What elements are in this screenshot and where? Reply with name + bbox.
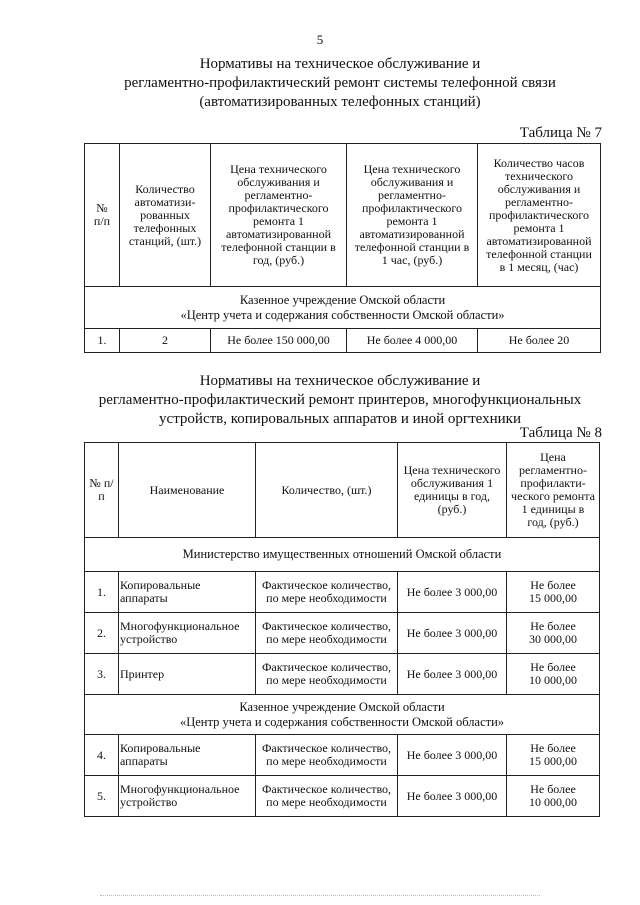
cell-text: по мере необходимости <box>266 754 387 768</box>
cell-text: телефонных <box>133 220 197 235</box>
cell-text: 3. <box>97 666 106 681</box>
cell-text: Цена технического <box>230 162 327 176</box>
cell-text: устройство <box>120 795 178 809</box>
cell-text: 1 час, (руб.) <box>381 253 443 267</box>
table-row <box>85 613 600 654</box>
cell-text: Министерство имущественных отношений Омской области <box>182 547 502 561</box>
cell-text: 1 единицы в <box>521 502 585 516</box>
table-row <box>85 654 600 695</box>
header-service-price <box>398 443 507 538</box>
repair-price-cell <box>507 572 600 613</box>
cell-text: по мере необходимости <box>266 591 387 605</box>
group-row <box>85 287 601 329</box>
cell-text: № п/п <box>89 476 114 503</box>
cell-text: Фактическое количество, <box>261 782 392 796</box>
table-row <box>85 329 601 353</box>
cell-text: станций, (шт.) <box>128 233 202 248</box>
name-cell <box>119 572 256 613</box>
cell-text: Количество <box>135 181 195 196</box>
service-price-cell <box>398 654 507 695</box>
cell-text: «Центр учета и содержания собственности Омской области» <box>180 307 505 322</box>
cell-text: автоматизи- <box>134 194 196 209</box>
group-row <box>85 695 600 735</box>
repair-price-cell <box>507 776 600 817</box>
organization-name <box>85 538 600 572</box>
row-number <box>85 735 119 776</box>
cell-text: телефонной станции в <box>221 240 336 254</box>
name-cell <box>119 776 256 817</box>
cell-text: Не более <box>530 782 576 796</box>
cell-text: № <box>96 201 108 215</box>
section2-heading <box>60 372 620 429</box>
cell-text: устройство <box>120 632 178 646</box>
cell-text: Не более 4 000,00 <box>366 333 458 347</box>
cell-text: год, (руб.) <box>527 515 579 529</box>
cell-text: Многофункциональное <box>120 619 240 633</box>
repair-price-cell <box>507 735 600 776</box>
heading-line: регламентно-профилактический ремонт принтеров, многофункциональных <box>98 392 582 408</box>
section1-heading <box>60 55 620 112</box>
heading-line: Нормативы на техническое обслуживание и <box>199 373 481 389</box>
hours-cell <box>478 329 601 353</box>
header-name <box>119 443 256 538</box>
row-number <box>85 654 119 695</box>
cell-text: Количество, (шт.) <box>281 482 372 497</box>
cell-text: ческого ремонта <box>511 489 595 503</box>
cell-text: обслуживания и <box>370 175 454 189</box>
table-row <box>85 735 600 776</box>
cell-text: Не более 20 <box>508 333 570 347</box>
table8-caption: Таблица № 8 <box>519 425 602 441</box>
cell-text: автоматизированной <box>359 227 465 241</box>
cell-text: 15 000,00 <box>529 754 577 768</box>
cell-text: обслуживания и <box>237 175 320 189</box>
cell-text: технического <box>504 168 574 183</box>
service-price-cell <box>398 572 507 613</box>
cell-text: ремонта 1 <box>252 214 305 228</box>
cell-text: рованных <box>140 207 190 222</box>
header-quantity <box>120 144 211 287</box>
organization-name <box>85 287 601 329</box>
cell-text: Казенное учреждение Омской области <box>239 699 445 714</box>
cell-text: 2. <box>97 625 106 640</box>
cell-text: Наименование <box>149 482 225 497</box>
service-price-cell <box>398 735 507 776</box>
table-row <box>85 776 600 817</box>
cell-text: ремонта 1 <box>513 220 565 235</box>
cell-text: Количество часов <box>493 155 585 170</box>
cell-text: ремонта 1 <box>386 214 438 228</box>
table7-caption: Таблица № 7 <box>519 125 602 141</box>
quantity-cell <box>256 735 398 776</box>
cell-text: профилактического <box>361 201 463 215</box>
cell-text: регламентно- <box>378 188 446 202</box>
table-header-row <box>85 443 600 538</box>
cell-text: 4. <box>97 747 106 762</box>
cell-text: 1. <box>97 584 106 599</box>
quantity-cell <box>256 776 398 817</box>
cell-text: Цена <box>540 450 566 464</box>
cell-text: Принтер <box>120 666 165 681</box>
cell-text: в 1 месяц, (час) <box>499 259 579 274</box>
cell-text: профилакти- <box>520 476 586 490</box>
cell-text: п/п <box>93 214 111 228</box>
cell-text: 15 000,00 <box>529 591 577 605</box>
cell-text: 30 000,00 <box>529 632 577 646</box>
header-number <box>85 443 119 538</box>
cell-text: обслуживания и <box>497 181 581 196</box>
cell-text: год, (руб.) <box>252 253 305 267</box>
cell-text: Не более 150 000,00 <box>227 333 330 347</box>
cell-text: Не более <box>530 619 576 633</box>
cell-text: обслуживания 1 <box>410 476 494 490</box>
table-7 <box>84 143 601 353</box>
page-number: 5 <box>316 32 324 47</box>
header-number <box>85 144 120 287</box>
quantity-cell <box>256 613 398 654</box>
cell-text: по мере необходимости <box>266 632 387 646</box>
cell-text: единицы в год, <box>413 489 491 503</box>
cell-text: 2 <box>162 333 168 347</box>
cell-text: по мере необходимости <box>266 795 387 809</box>
price-hour-cell <box>347 329 478 353</box>
cell-text: Фактическое количество, <box>261 660 392 674</box>
cell-text: регламентно- <box>505 194 573 209</box>
table-header-row <box>85 144 601 287</box>
cell-text: 5. <box>97 788 106 803</box>
cell-text: Не более 3 000,00 <box>406 666 498 681</box>
quantity-cell <box>120 329 211 353</box>
name-cell <box>119 735 256 776</box>
service-price-cell <box>398 613 507 654</box>
service-price-cell <box>398 776 507 817</box>
header-quantity <box>256 443 398 538</box>
cell-text: автоматизированной <box>225 227 331 241</box>
row-number <box>85 329 120 353</box>
quantity-cell <box>256 572 398 613</box>
cell-text: профилактического <box>228 201 329 215</box>
cell-text: 10 000,00 <box>529 795 577 809</box>
header-repair-price <box>507 443 600 538</box>
row-number <box>85 613 119 654</box>
heading-line: регламентно-профилактический ремонт системы телефонной связи <box>124 75 556 91</box>
cell-text: Цена технического <box>403 463 501 477</box>
header-price-hour <box>347 144 478 287</box>
repair-price-cell <box>507 613 600 654</box>
cell-text: Фактическое количество, <box>261 619 392 633</box>
name-cell <box>119 613 256 654</box>
cell-text: 1. <box>97 333 107 347</box>
cell-text: Не более 3 000,00 <box>406 584 498 599</box>
cell-text: Не более 3 000,00 <box>406 788 498 803</box>
cell-text: Не более <box>530 660 576 674</box>
table-8 <box>84 442 600 817</box>
cell-text: Не более 3 000,00 <box>406 747 498 762</box>
cell-text: Копировальные <box>120 578 201 592</box>
cell-text: Многофункциональное <box>120 782 240 796</box>
repair-price-cell <box>507 654 600 695</box>
cell-text: аппараты <box>120 754 168 768</box>
quantity-cell <box>256 654 398 695</box>
cell-text: Копировальные <box>120 741 201 755</box>
cell-text: «Центр учета и содержания собственности Омской области» <box>179 714 505 729</box>
cell-text: 10 000,00 <box>529 673 577 687</box>
heading-line: Нормативы на техническое обслуживание и <box>199 56 481 72</box>
cell-text: Казенное учреждение Омской области <box>239 292 446 307</box>
row-number <box>85 776 119 817</box>
cell-text: (руб.) <box>437 502 467 516</box>
row-number <box>85 572 119 613</box>
name-cell <box>119 654 256 695</box>
price-year-cell <box>211 329 347 353</box>
scan-edge-mark <box>100 895 540 897</box>
heading-line: устройств, копировальных аппаратов и иной оргтехники <box>159 411 521 427</box>
cell-text: Фактическое количество, <box>261 741 392 755</box>
table-row <box>85 572 600 613</box>
cell-text: аппараты <box>120 591 168 605</box>
cell-text: Цена технического <box>363 162 461 176</box>
cell-text: Не более 3 000,00 <box>406 625 498 640</box>
cell-text: телефонной станции в <box>354 240 470 254</box>
cell-text: регламентно- <box>519 463 587 477</box>
group-row <box>85 538 600 572</box>
cell-text: по мере необходимости <box>266 673 387 687</box>
cell-text: Не более <box>530 578 576 592</box>
cell-text: автоматизированной <box>486 233 592 248</box>
cell-text: Фактическое количество, <box>261 578 392 592</box>
header-hours-month <box>478 144 601 287</box>
cell-text: Не более <box>530 741 576 755</box>
heading-line: (автоматизированных телефонных станций) <box>199 94 481 110</box>
cell-text: профилактического <box>488 207 590 222</box>
organization-name <box>85 695 600 735</box>
cell-text: регламентно- <box>244 188 313 202</box>
header-price-year <box>211 144 347 287</box>
cell-text: телефонной станции <box>486 246 592 261</box>
